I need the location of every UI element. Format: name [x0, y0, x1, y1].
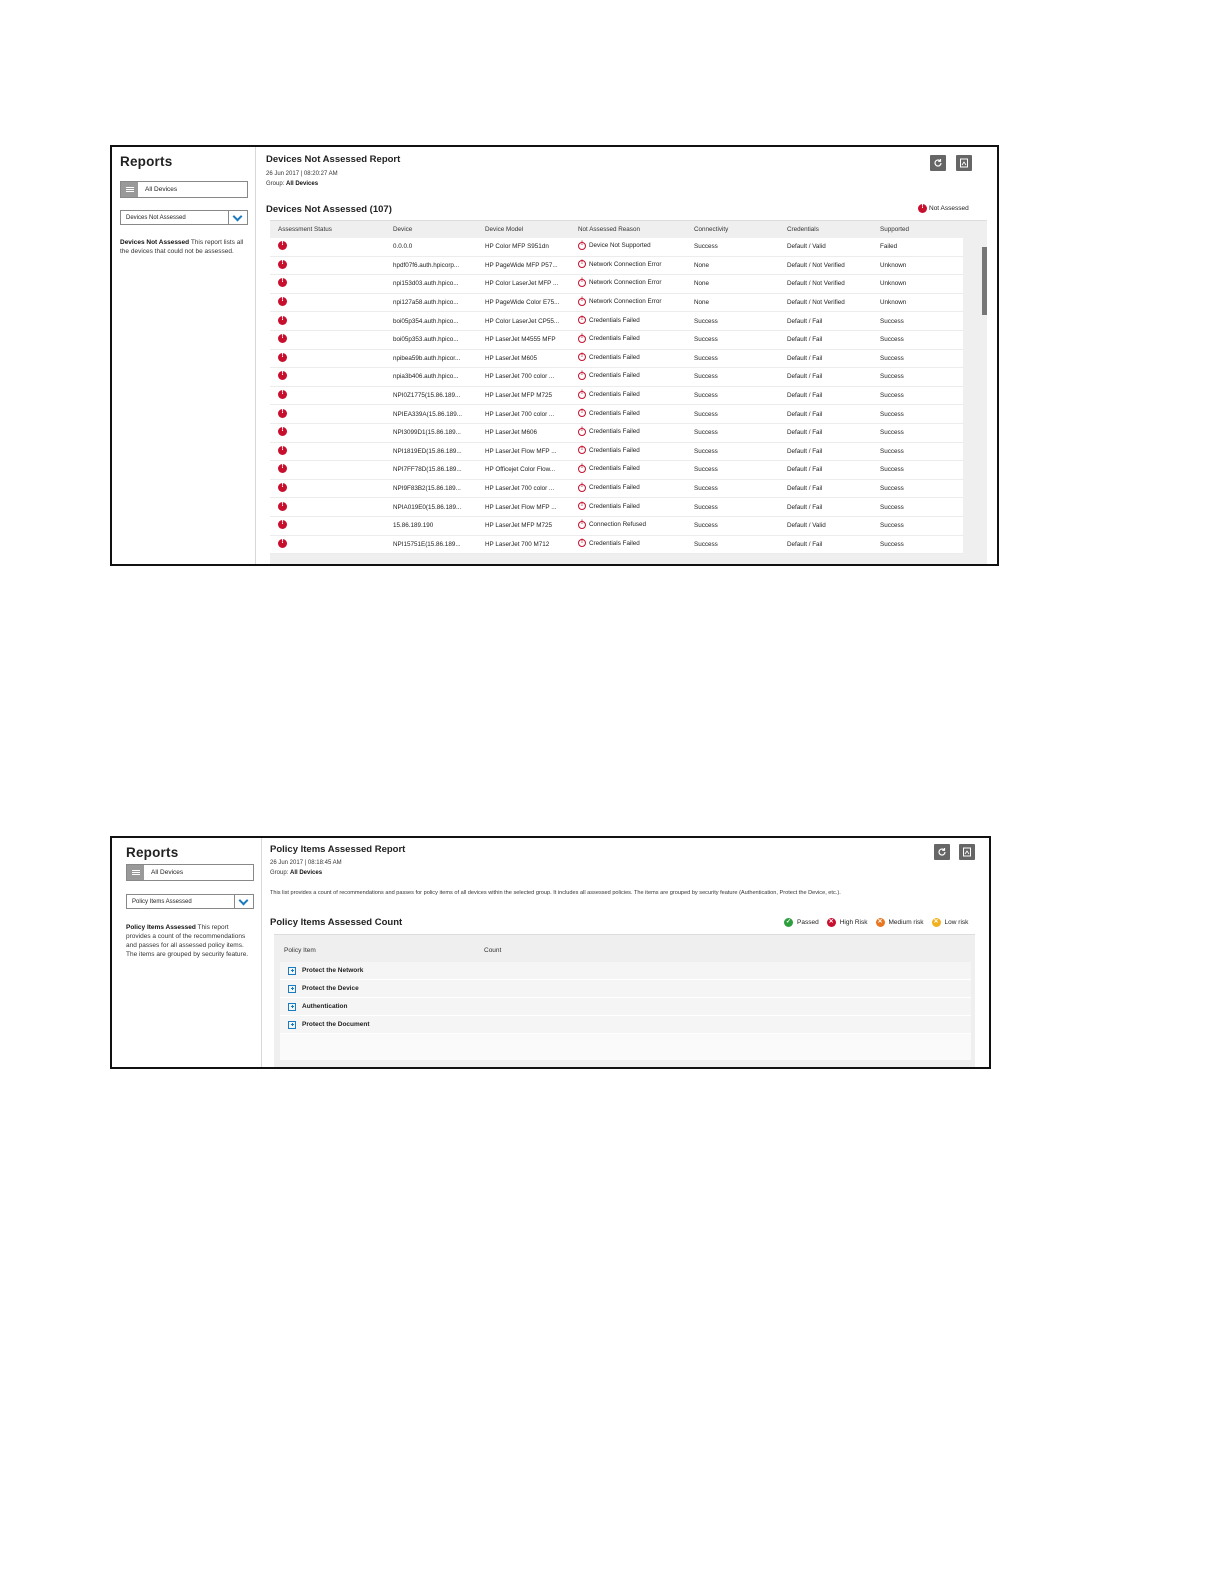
supported-cell: Unknown	[872, 256, 963, 275]
devices-not-assessed-screenshot	[110, 145, 999, 566]
connectivity-cell: Success	[686, 312, 779, 331]
table-row[interactable]	[270, 330, 963, 349]
device-cell: npi127a58.auth.hpico...	[385, 293, 477, 312]
reason-label	[578, 279, 661, 287]
table-row[interactable]	[270, 498, 963, 517]
report-title: Policy Items Assessed Report	[270, 844, 406, 855]
table-header-row	[270, 221, 963, 238]
assessment-status-cell	[270, 293, 385, 312]
section-title: Policy Items Assessed Count	[270, 917, 403, 928]
alert-icon	[278, 353, 287, 362]
connectivity-cell: Success	[686, 238, 779, 256]
assessment-status-cell	[270, 423, 385, 442]
connectivity-cell: Success	[686, 516, 779, 535]
alert-icon	[278, 520, 287, 529]
warning-icon	[578, 335, 586, 343]
not-assessed-reason-cell	[570, 293, 686, 312]
report-description-text: This report lists all the devices that could not be assessed.	[120, 239, 244, 255]
alert-icon	[278, 371, 287, 380]
supported-cell: Success	[872, 368, 963, 387]
legend-low-risk: Low risk	[944, 919, 969, 926]
device-model-cell: HP LaserJet 700 color ...	[477, 479, 570, 498]
device-cell: NPI3099D1(15.86.189...	[385, 423, 477, 442]
connectivity-cell: None	[686, 275, 779, 294]
credentials-cell: Default / Fail	[779, 423, 872, 442]
reason-text: Credentials Failed	[589, 391, 640, 399]
column-header[interactable]: Supported	[880, 226, 910, 233]
alert-icon	[278, 446, 287, 455]
device-model-cell: HP LaserJet Flow MFP ...	[477, 442, 570, 461]
not-assessed-reason-cell	[570, 535, 686, 554]
supported-cell: Success	[872, 312, 963, 331]
alert-icon	[278, 316, 287, 325]
reason-text: Credentials Failed	[589, 465, 640, 473]
report-intro-text: This list provides a count of recommendations and passes for policy items of all devices within the selected group. It includes all assessed policies. The items are grouped by security feature (Authentication, Protect the Device, etc.).	[270, 890, 841, 896]
pdf-icon	[959, 158, 969, 168]
alert-icon	[278, 390, 287, 399]
report-group	[266, 181, 318, 187]
device-cell: NPI15751E(15.86.189...	[385, 535, 477, 554]
chevron-down-icon[interactable]	[234, 895, 253, 908]
not-assessed-reason-cell	[570, 386, 686, 405]
connectivity-cell: Success	[686, 349, 779, 368]
assessment-status-cell	[270, 238, 385, 256]
assessment-status-cell	[270, 368, 385, 387]
column-header[interactable]: Connectivity	[694, 226, 729, 233]
policy-table-container[interactable]	[274, 934, 975, 1069]
reason-text: Credentials Failed	[589, 353, 640, 361]
device-cell: npia3b406.auth.hpico...	[385, 368, 477, 387]
filter-icon	[121, 182, 138, 197]
reason-text: Network Connection Error	[589, 279, 662, 287]
credentials-cell: Default / Fail	[779, 312, 872, 331]
report-group-prefix: Group:	[270, 870, 291, 876]
reason-text: Network Connection Error	[589, 260, 662, 268]
reason-label	[578, 372, 640, 380]
supported-cell: Unknown	[872, 293, 963, 312]
not-assessed-reason-cell	[570, 405, 686, 424]
table-row[interactable]	[270, 516, 963, 535]
credentials-cell: Default / Fail	[779, 368, 872, 387]
section-title: Devices Not Assessed (107)	[266, 204, 392, 215]
column-header-count: Count	[484, 947, 502, 954]
device-model-cell: HP LaserJet 700 M712	[477, 535, 570, 554]
device-model-cell: HP LaserJet M606	[477, 423, 570, 442]
report-date: 26 Jun 2017 | 08:18:45 AM	[270, 860, 342, 866]
report-type-select[interactable]	[126, 894, 254, 909]
credentials-cell: Default / Valid	[779, 516, 872, 535]
supported-cell: Success	[872, 461, 963, 480]
connectivity-cell: Success	[686, 368, 779, 387]
connectivity-cell: Success	[686, 535, 779, 554]
device-cell: NPI7FF78D(15.86.189...	[385, 461, 477, 480]
reason-text: Credentials Failed	[589, 335, 640, 343]
supported-cell: Failed	[872, 238, 963, 256]
connectivity-cell: Success	[686, 386, 779, 405]
reason-label	[578, 502, 640, 510]
not-assessed-reason-cell	[570, 498, 686, 517]
alert-icon	[278, 278, 287, 287]
credentials-cell: Default / Not Verified	[779, 275, 872, 294]
supported-cell: Success	[872, 349, 963, 368]
reason-label	[578, 484, 640, 492]
reports-sidebar	[112, 147, 256, 564]
alert-icon	[278, 260, 287, 269]
device-cell: NPIA019E0(15.86.189...	[385, 498, 477, 517]
x-icon: ✕	[828, 919, 834, 925]
report-type-select[interactable]	[120, 210, 248, 225]
reason-text: Network Connection Error	[589, 298, 662, 306]
legend-not-assessed	[918, 204, 969, 213]
not-assessed-reason-cell	[570, 256, 686, 275]
export-pdf-button[interactable]	[956, 155, 972, 171]
expand-icon[interactable]	[288, 967, 296, 975]
report-description-text: This report provides a count of the recommendations and passes for all assessed policy items. The items are grouped by security feature.	[126, 924, 249, 958]
table-scrollbar[interactable]	[982, 247, 987, 315]
connectivity-cell: None	[686, 293, 779, 312]
report-group-value: All Devices	[290, 870, 323, 876]
credentials-cell: Default / Fail	[779, 405, 872, 424]
devices-table	[270, 221, 963, 554]
device-cell: boi05p354.auth.hpico...	[385, 312, 477, 331]
table-row[interactable]	[270, 461, 963, 480]
reason-label	[578, 242, 651, 250]
assessment-status-cell	[270, 349, 385, 368]
device-model-cell: HP PageWide MFP P57...	[477, 256, 570, 275]
device-model-cell: HP LaserJet M605	[477, 349, 570, 368]
not-assessed-reason-cell	[570, 349, 686, 368]
reason-label	[578, 521, 646, 529]
alert-icon	[278, 334, 287, 343]
device-model-cell: HP LaserJet Flow MFP ...	[477, 498, 570, 517]
supported-cell: Success	[872, 330, 963, 349]
device-model-cell: HP LaserJet MFP M725	[477, 386, 570, 405]
warning-icon	[578, 260, 586, 268]
column-header[interactable]: Credentials	[787, 226, 819, 233]
report-date: 26 Jun 2017 | 08:20:27 AM	[266, 171, 338, 177]
alert-icon	[278, 502, 287, 511]
report-main	[270, 838, 989, 1067]
device-cell: npibea59b.auth.hpicor...	[385, 349, 477, 368]
connectivity-cell: Success	[686, 461, 779, 480]
devices-table-container[interactable]	[270, 220, 987, 566]
reason-text: Credentials Failed	[589, 409, 640, 417]
reason-text: Credentials Failed	[589, 502, 640, 510]
table-row[interactable]	[270, 423, 963, 442]
device-model-cell: HP Color LaserJet CP55...	[477, 312, 570, 331]
assessment-status-cell	[270, 479, 385, 498]
table-row[interactable]	[270, 256, 963, 275]
warning-icon	[578, 502, 586, 510]
report-description-title: Devices Not Assessed	[120, 239, 190, 246]
device-cell: npi153d03.auth.hpico...	[385, 275, 477, 294]
chevron-down-icon[interactable]	[228, 211, 247, 224]
warning-icon	[578, 446, 586, 454]
credentials-cell: Default / Not Verified	[779, 256, 872, 275]
reason-text: Credentials Failed	[589, 446, 640, 454]
reason-label	[578, 260, 661, 268]
not-assessed-reason-cell	[570, 516, 686, 535]
expand-icon[interactable]	[288, 985, 296, 993]
pdf-icon	[962, 847, 972, 857]
column-header[interactable]: Not Assessed Reason	[578, 226, 640, 233]
assessment-status-cell	[270, 312, 385, 331]
warning-icon	[578, 372, 586, 380]
reason-label	[578, 316, 640, 324]
report-group-value: All Devices	[286, 181, 319, 187]
assessment-status-cell	[270, 442, 385, 461]
reason-text: Credentials Failed	[589, 316, 640, 324]
device-cell: NPI9F83B2(15.86.189...	[385, 479, 477, 498]
device-model-cell: HP Color MFP S951dn	[477, 238, 570, 256]
warning-icon	[578, 391, 586, 399]
report-group	[270, 870, 322, 876]
connectivity-cell: Success	[686, 498, 779, 517]
policy-group-row[interactable]	[280, 962, 971, 980]
policy-group-row[interactable]	[280, 998, 971, 1016]
reason-text: Credentials Failed	[589, 539, 640, 547]
connectivity-cell: Success	[686, 423, 779, 442]
reason-label	[578, 353, 640, 361]
refresh-icon	[937, 847, 947, 857]
reason-text: Connection Refused	[589, 521, 647, 529]
refresh-icon	[933, 158, 943, 168]
reason-label	[578, 335, 640, 343]
assessment-status-cell	[270, 535, 385, 554]
table-row[interactable]	[270, 368, 963, 387]
table-row[interactable]	[270, 405, 963, 424]
report-group-prefix: Group:	[266, 181, 287, 187]
not-assessed-reason-cell	[570, 330, 686, 349]
sidebar-title: Reports	[126, 845, 179, 860]
device-cell: 0.0.0.0	[385, 238, 477, 256]
connectivity-cell: None	[686, 256, 779, 275]
supported-cell: Success	[872, 386, 963, 405]
legend-medium-risk: Medium risk	[888, 919, 924, 926]
device-cell: 15.86.189.190	[385, 516, 477, 535]
table-row[interactable]	[270, 293, 963, 312]
reason-text: Credentials Failed	[589, 428, 640, 436]
alert-icon	[278, 409, 287, 418]
assessment-status-cell	[270, 330, 385, 349]
table-row[interactable]	[270, 349, 963, 368]
reason-label	[578, 465, 640, 473]
reason-text: Credentials Failed	[589, 484, 640, 492]
connectivity-cell: Success	[686, 442, 779, 461]
policy-group-label: Protect the Network	[302, 967, 364, 974]
supported-cell: Success	[872, 405, 963, 424]
credentials-cell: Default / Valid	[779, 238, 872, 256]
warning-icon	[578, 539, 586, 547]
warning-icon	[578, 465, 586, 473]
policy-group-label: Protect the Document	[302, 1021, 370, 1028]
assessment-status-cell	[270, 498, 385, 517]
report-type-value: Devices Not Assessed	[126, 214, 186, 221]
table-row[interactable]	[270, 386, 963, 405]
report-description-title: Policy Items Assessed	[126, 924, 196, 931]
assessment-status-cell	[270, 275, 385, 294]
reports-sidebar	[112, 838, 262, 1067]
policy-table-empty-area	[280, 1034, 971, 1060]
legend-high-risk: High Risk	[839, 919, 868, 926]
device-model-cell: HP PageWide Color E75...	[477, 293, 570, 312]
legend-passed: Passed	[797, 919, 819, 926]
not-assessed-reason-cell	[570, 368, 686, 387]
warning-icon	[578, 298, 586, 306]
expand-icon[interactable]	[288, 1021, 296, 1029]
credentials-cell: Default / Fail	[779, 330, 872, 349]
assessment-status-cell	[270, 516, 385, 535]
warning-icon	[578, 353, 586, 361]
export-pdf-button[interactable]	[959, 844, 975, 860]
policy-group-label: Authentication	[302, 1003, 348, 1010]
connectivity-cell: Success	[686, 405, 779, 424]
supported-cell: Success	[872, 516, 963, 535]
supported-cell: Success	[872, 423, 963, 442]
not-assessed-reason-cell	[570, 312, 686, 331]
device-model-cell: HP LaserJet M4555 MFP	[477, 330, 570, 349]
table-row[interactable]	[270, 479, 963, 498]
report-type-value: Policy Items Assessed	[132, 898, 192, 905]
connectivity-cell: Success	[686, 479, 779, 498]
device-model-cell: HP LaserJet 700 color ...	[477, 405, 570, 424]
policy-group-label: Protect the Device	[302, 985, 359, 992]
not-assessed-reason-cell	[570, 238, 686, 256]
device-cell: hpdf07f6.auth.hpicorp...	[385, 256, 477, 275]
not-assessed-reason-cell	[570, 479, 686, 498]
alert-icon	[278, 241, 287, 250]
table-row[interactable]	[270, 312, 963, 331]
warning-icon	[578, 484, 586, 492]
expand-icon[interactable]	[288, 1003, 296, 1011]
column-header[interactable]: Assessment Status	[278, 226, 332, 233]
credentials-cell: Default / Not Verified	[779, 293, 872, 312]
reason-label	[578, 446, 640, 454]
assessment-status-cell	[270, 461, 385, 480]
group-selector-label: All Devices	[151, 869, 184, 876]
supported-cell: Unknown	[872, 275, 963, 294]
report-title: Devices Not Assessed Report	[266, 154, 401, 165]
report-description	[120, 238, 248, 256]
alert-icon	[918, 204, 927, 213]
credentials-cell: Default / Fail	[779, 479, 872, 498]
x-icon: ✕	[933, 919, 939, 925]
credentials-cell: Default / Fail	[779, 349, 872, 368]
not-assessed-reason-cell	[570, 275, 686, 294]
refresh-button[interactable]	[934, 844, 950, 860]
device-cell: boi05p353.auth.hpico...	[385, 330, 477, 349]
warning-icon	[578, 316, 586, 324]
device-cell: NPI1819ED(15.86.189...	[385, 442, 477, 461]
reason-label	[578, 298, 661, 306]
warning-icon	[578, 521, 586, 529]
credentials-cell: Default / Fail	[779, 442, 872, 461]
not-assessed-reason-cell	[570, 423, 686, 442]
supported-cell: Success	[872, 442, 963, 461]
table-row[interactable]	[270, 442, 963, 461]
table-row[interactable]	[270, 535, 963, 554]
warning-icon	[578, 428, 586, 436]
group-selector[interactable]	[120, 181, 248, 198]
warning-icon	[578, 279, 586, 287]
reason-text: Credentials Failed	[589, 372, 640, 380]
column-header[interactable]: Device Model	[485, 226, 524, 233]
not-assessed-reason-cell	[570, 442, 686, 461]
reason-label	[578, 409, 640, 417]
sidebar-title: Reports	[120, 154, 173, 169]
alert-icon	[278, 464, 287, 473]
report-description	[126, 923, 254, 959]
device-cell: NPIEA339A(15.86.189...	[385, 405, 477, 424]
table-row[interactable]	[270, 238, 963, 256]
alert-icon	[278, 483, 287, 492]
credentials-cell: Default / Fail	[779, 461, 872, 480]
column-header[interactable]: Device	[393, 226, 413, 233]
credentials-cell: Default / Fail	[779, 498, 872, 517]
table-row[interactable]	[270, 275, 963, 294]
report-main	[266, 147, 997, 564]
device-model-cell: HP Officejet Color Flow...	[477, 461, 570, 480]
assessment-status-cell	[270, 405, 385, 424]
refresh-button[interactable]	[930, 155, 946, 171]
x-icon: ✕	[877, 919, 883, 925]
group-selector[interactable]	[126, 864, 254, 881]
reason-label	[578, 428, 640, 436]
policy-group-row[interactable]	[280, 980, 971, 998]
alert-icon	[278, 427, 287, 436]
device-model-cell: HP LaserJet MFP M725	[477, 516, 570, 535]
supported-cell: Success	[872, 498, 963, 517]
device-model-cell: HP LaserJet 700 color ...	[477, 368, 570, 387]
reason-text: Device Not Supported	[589, 242, 651, 250]
group-selector-label: All Devices	[145, 186, 178, 193]
warning-icon	[578, 409, 586, 417]
supported-cell: Success	[872, 535, 963, 554]
warning-icon	[578, 242, 586, 250]
assessment-status-cell	[270, 386, 385, 405]
connectivity-cell: Success	[686, 330, 779, 349]
credentials-cell: Default / Fail	[779, 535, 872, 554]
check-icon: ✓	[785, 919, 792, 925]
alert-icon	[278, 539, 287, 548]
legend-label: Not Assessed	[929, 205, 969, 212]
filter-icon	[127, 865, 144, 880]
assessment-status-cell	[270, 256, 385, 275]
credentials-cell: Default / Fail	[779, 386, 872, 405]
column-header-policy-item: Policy Item	[284, 947, 316, 954]
alert-icon	[278, 297, 287, 306]
not-assessed-reason-cell	[570, 461, 686, 480]
reason-label	[578, 539, 640, 547]
supported-cell: Success	[872, 479, 963, 498]
reason-label	[578, 391, 640, 399]
policy-items-assessed-screenshot	[110, 836, 991, 1069]
risk-legend	[784, 918, 968, 927]
device-model-cell: HP Color LaserJet MFP ...	[477, 275, 570, 294]
policy-group-row[interactable]	[280, 1016, 971, 1034]
device-cell: NPI0Z1775(15.86.189...	[385, 386, 477, 405]
